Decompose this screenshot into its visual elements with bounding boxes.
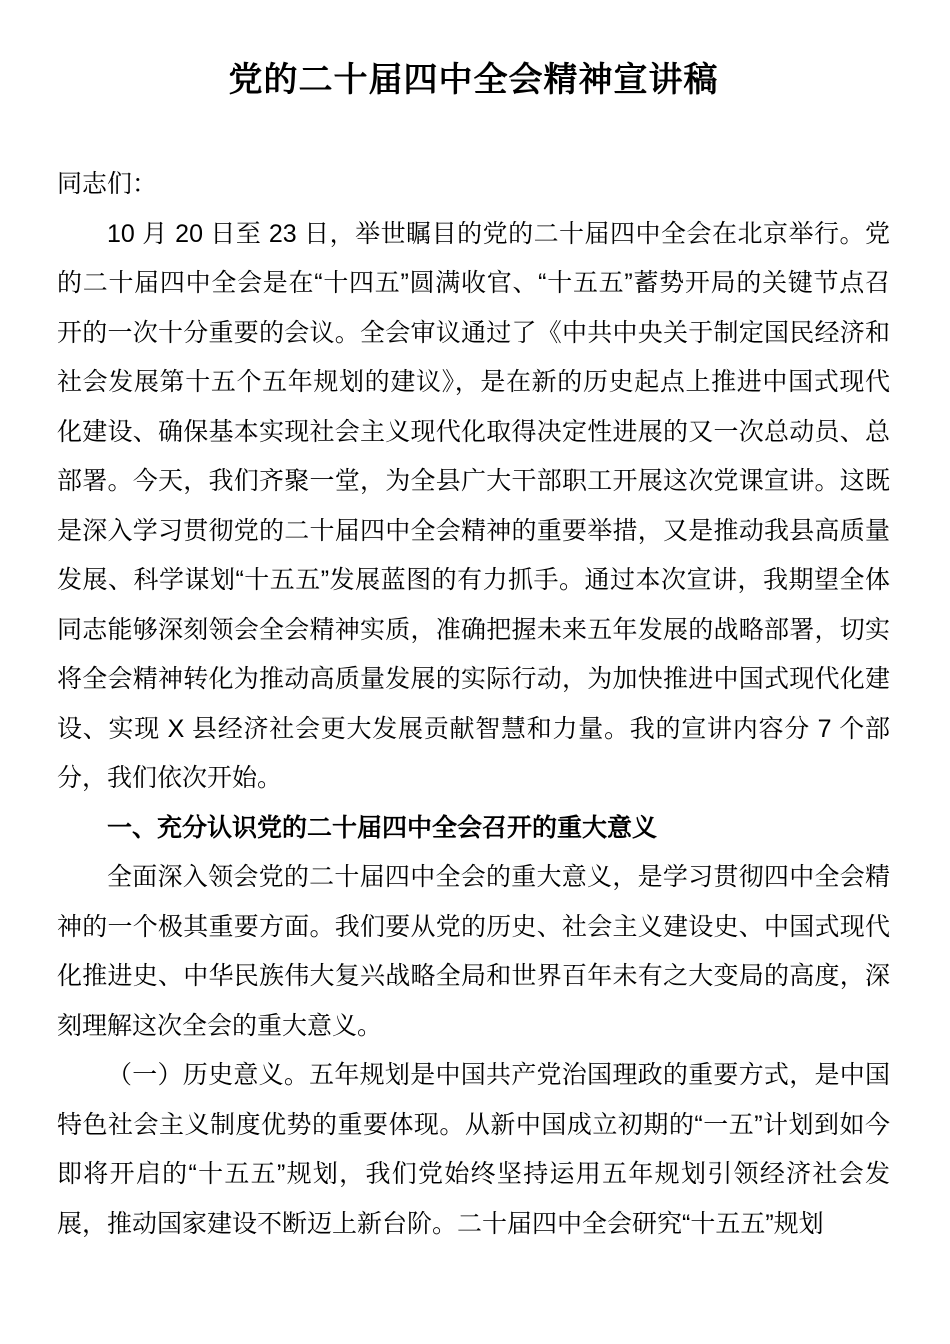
paragraph-significance-overview: 全面深入领会党的二十届四中全会的重大意义，是学习贯彻四中全会精神的一个极其重要方面。我们要从党的历史、社会主义建设史、中国式现代化推进史、中华民族伟大复兴战略全局和世界百年未有之大变局的高度，深刻理解这次全会的重大意义。 — [57, 863, 890, 1040]
section-heading-1: 一、充分认识党的二十届四中全会召开的重大意义 — [107, 813, 658, 842]
paragraph-introduction: 10 月 20 日至 23 日，举世瞩目的党的二十届四中全会在北京举行。党的二十届四中全会是在“十四五”圆满收官、“十五五”蓄势开局的关键节点召开的一次十分重要的会议。全会审议通过了《中共中央关于制定国民经济和社会发展第十五个五年规划的建议》，是在新的历史起点上推进中国式现代化建设、确保基本实现社会主义现代化取得决定性进展的又一次总动员、总部署。今天，我们齐聚一堂，为全县广大干部职工开展这次党课宣讲。这既是深入学习贯彻党的二十届四中全会精神的重要举措，又是推动我县高质量发展、科学谋划“十五五”发展蓝图的有力抓手。通过本次宣讲，我期望全体同志能够深刻领会全会精神实质，准确把握未来五年发展的战略部署，切实将全会精神转化为推动高质量发展的实际行动，为加快推进中国式现代化建设、实现 X 县经济社会更大发展贡献智慧和力量。我的宣讲内容分 7 个部分，我们依次开始。 — [57, 219, 890, 792]
paragraph-historical-significance: （一）历史意义。五年规划是中国共产党治国理政的重要方式，是中国特色社会主义制度优势的重要体现。从新中国成立初期的“一五”计划到如今即将开启的“十五五”规划，我们党始终坚持运用五年规划引领经济社会发展，推动国家建设不断迈上新台阶。二十届四中全会研究“十五五”规划 — [57, 1061, 890, 1238]
document-body — [57, 160, 890, 1249]
document-title: 党的二十届四中全会精神宣讲稿 — [228, 61, 719, 99]
salutation: 同志们： — [57, 170, 158, 198]
